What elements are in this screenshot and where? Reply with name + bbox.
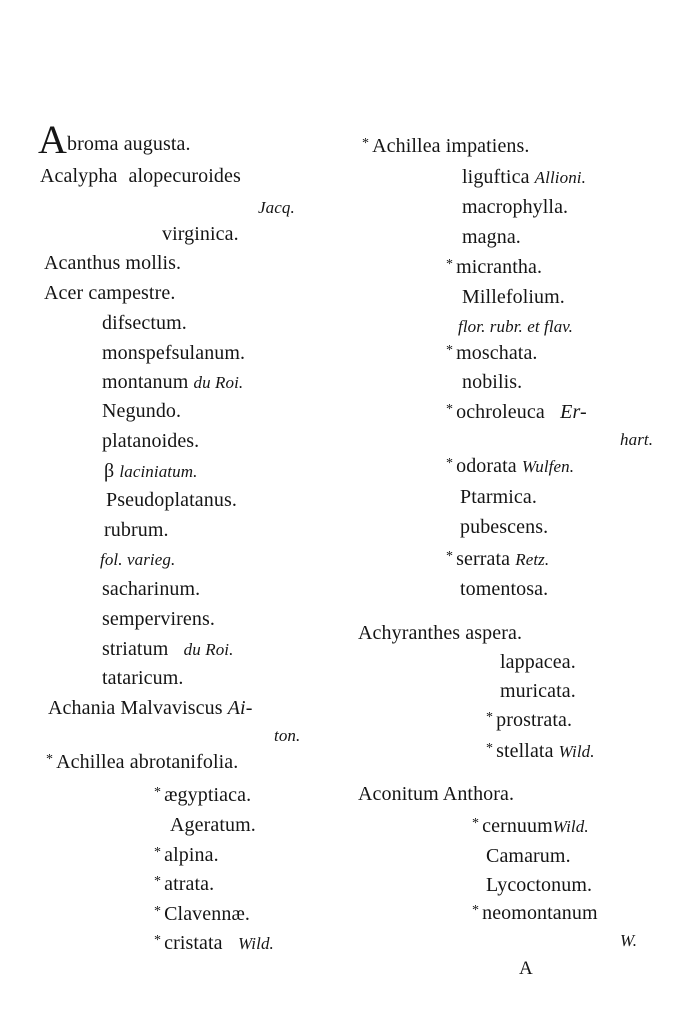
entry-rubrum [104, 518, 169, 542]
entry-text: Achillea impatiens. [372, 135, 530, 157]
entry-text: serrata [456, 548, 511, 570]
entry-text: cristata [164, 932, 223, 954]
entry-laciniatum [104, 459, 197, 484]
star-mark: * [154, 933, 162, 948]
entry-text: Achyranthes aspera. [358, 622, 523, 644]
entry-text: alpina. [164, 844, 219, 866]
entry-platanoides [102, 429, 199, 453]
entry-text: cernuum [482, 815, 553, 837]
entry-text: tomentosa. [460, 578, 549, 600]
star-mark: * [446, 456, 454, 471]
entry-aconitum [358, 782, 514, 806]
entry-sacharinum [102, 577, 200, 601]
variety-text: fol. varieg. [100, 550, 176, 569]
variety-text: flor. rubr. et flav. [458, 317, 574, 336]
entry-ligustica [462, 165, 586, 190]
entry-text: broma augusta. [67, 133, 191, 155]
entry-text: neomontanum [482, 902, 598, 924]
entry-text: ochroleuca [456, 401, 545, 423]
entry-text: liguftica [462, 166, 530, 188]
star-mark: * [446, 343, 454, 358]
entry-text: magna. [462, 226, 521, 248]
entry-text: odorata [456, 455, 517, 477]
entry-macrophylla [462, 195, 568, 219]
entry-camarum [486, 844, 571, 868]
entry-difsectum [102, 311, 187, 335]
entry-cernuum [472, 814, 589, 841]
entry-virginica [162, 222, 239, 246]
entry-text: montanum [102, 371, 189, 393]
entry-text: tataricum. [102, 667, 184, 689]
entry-text: Camarum. [486, 845, 571, 867]
authority-text: Wild. [552, 817, 589, 836]
entry-text: platanoides. [102, 430, 200, 452]
entry-text: atrata. [164, 873, 215, 895]
star-mark: * [472, 816, 480, 831]
entry-achyranthes [358, 621, 522, 645]
entry-achillea-abrotanifolia [46, 750, 238, 777]
entry-text: macrophylla. [462, 196, 569, 218]
entry-text: stellata [496, 740, 554, 762]
entry-abroma [38, 117, 191, 162]
entry-tataricum [102, 666, 184, 690]
entry-acanthus [44, 251, 181, 275]
entry-atrata [154, 872, 214, 899]
entry-sempervirens [102, 607, 215, 631]
entry-text: micrantha. [456, 256, 543, 278]
entry-pubescens [460, 515, 548, 539]
entry-text: monspefsulanum. [102, 342, 246, 364]
star-mark: * [446, 549, 454, 564]
signature-mark: A [519, 958, 533, 979]
star-mark: * [486, 741, 494, 756]
entry-text: rubrum. [104, 519, 169, 541]
entry-text: virginica. [162, 223, 239, 245]
entry-text: sempervirens. [102, 608, 215, 630]
entry-clavennae [154, 902, 250, 929]
authority-text: du Roi. [183, 640, 234, 659]
entry-text: pubescens. [460, 516, 549, 538]
star-mark: * [446, 402, 454, 417]
variety-text: laciniatum. [119, 462, 198, 481]
entry-tomentosa [460, 577, 548, 601]
authority-text: ton. [274, 726, 301, 745]
entry-text: Millefolium. [462, 286, 565, 308]
entry-muricata [500, 679, 576, 703]
authority-text: Ai- [227, 697, 253, 719]
entry-acalypha [40, 164, 241, 188]
authority-text: hart. [620, 430, 654, 449]
entry-monspefsulanum [102, 341, 245, 365]
entry-aegyptiaca [154, 783, 251, 810]
star-mark: * [472, 903, 480, 918]
authority [620, 929, 637, 953]
authority-text: W. [620, 931, 638, 950]
authority-text: Allioni. [534, 168, 586, 187]
entry-text: nobilis. [462, 371, 523, 393]
authority-text: Wulfen. [521, 457, 575, 476]
entry-pseudoplatanus [106, 488, 237, 512]
entry-text: Acer campestre. [44, 282, 176, 304]
entry-fol-varieg [100, 548, 175, 572]
entry-nobilis [462, 370, 522, 394]
authority-text: Er- [560, 401, 587, 423]
entry-prostrata [486, 708, 572, 735]
entry-text: Achillea abrotanifolia. [56, 751, 239, 773]
entry-striatum [102, 637, 233, 662]
entry-text: prostrata. [496, 709, 573, 731]
authority-text: du Roi. [193, 373, 244, 392]
star-mark: * [486, 710, 494, 725]
entry-text: ægyptiaca. [164, 784, 252, 806]
entry-text: Aconitum Anthora. [358, 783, 515, 805]
entry-alpina [154, 843, 219, 870]
entry-stellata [486, 739, 595, 766]
entry-odorata [446, 454, 574, 481]
entry-text: Negundo. [102, 400, 182, 422]
entry-achillea-impatiens [362, 134, 530, 161]
star-mark: * [46, 752, 54, 767]
entry-negundo [102, 399, 181, 423]
authority [274, 724, 300, 748]
entry-moschata [446, 341, 538, 368]
entry-flor-rubr [458, 315, 573, 339]
entry-achania [48, 696, 252, 720]
entry-magna [462, 225, 521, 249]
star-mark: * [154, 874, 162, 889]
entry-text: sacharinum. [102, 578, 201, 600]
entry-acer [44, 281, 175, 305]
entry-text: Clavennæ. [164, 903, 250, 925]
entry-neomontanum [472, 901, 598, 928]
entry-text: moschata. [456, 342, 538, 364]
entry-serrata [446, 547, 549, 574]
entry-ochroleuca [446, 400, 587, 427]
entry-text: lappacea. [500, 651, 576, 673]
entry-lappacea [500, 650, 576, 674]
entry-text: Achania Malvaviscus [48, 697, 223, 719]
entry-millefolium [462, 285, 565, 309]
entry-text: striatum [102, 638, 169, 660]
entry-text: Acalypha alopecuroides [40, 165, 241, 187]
entry-text: Ptarmica. [460, 486, 537, 508]
entry-cristata [154, 931, 274, 958]
entry-text: difsectum. [102, 312, 187, 334]
authority-text: Jacq. [258, 198, 295, 217]
entry-ptarmica [460, 485, 537, 509]
entry-ageratum [170, 813, 256, 837]
entry-micrantha [446, 255, 542, 282]
star-mark: * [154, 845, 162, 860]
authority-text: Wild. [558, 742, 595, 761]
entry-text: Lycoctonum. [486, 874, 593, 896]
entry-text: Ageratum. [170, 814, 256, 836]
star-mark: * [446, 257, 454, 272]
authority [258, 196, 295, 220]
entry-text: β [104, 460, 115, 482]
authority [620, 428, 653, 452]
star-mark: * [362, 136, 370, 151]
authority-text: Wild. [237, 934, 274, 953]
authority-text: Retz. [515, 550, 550, 569]
entry-text: muricata. [500, 680, 576, 702]
entry-text: Acanthus mollis. [44, 252, 182, 274]
entry-lycoctonum [486, 873, 592, 897]
entry-montanum [102, 370, 243, 395]
star-mark: * [154, 904, 162, 919]
drop-cap: A [38, 117, 67, 162]
star-mark: * [154, 785, 162, 800]
entry-text: Pseudoplatanus. [106, 489, 237, 511]
